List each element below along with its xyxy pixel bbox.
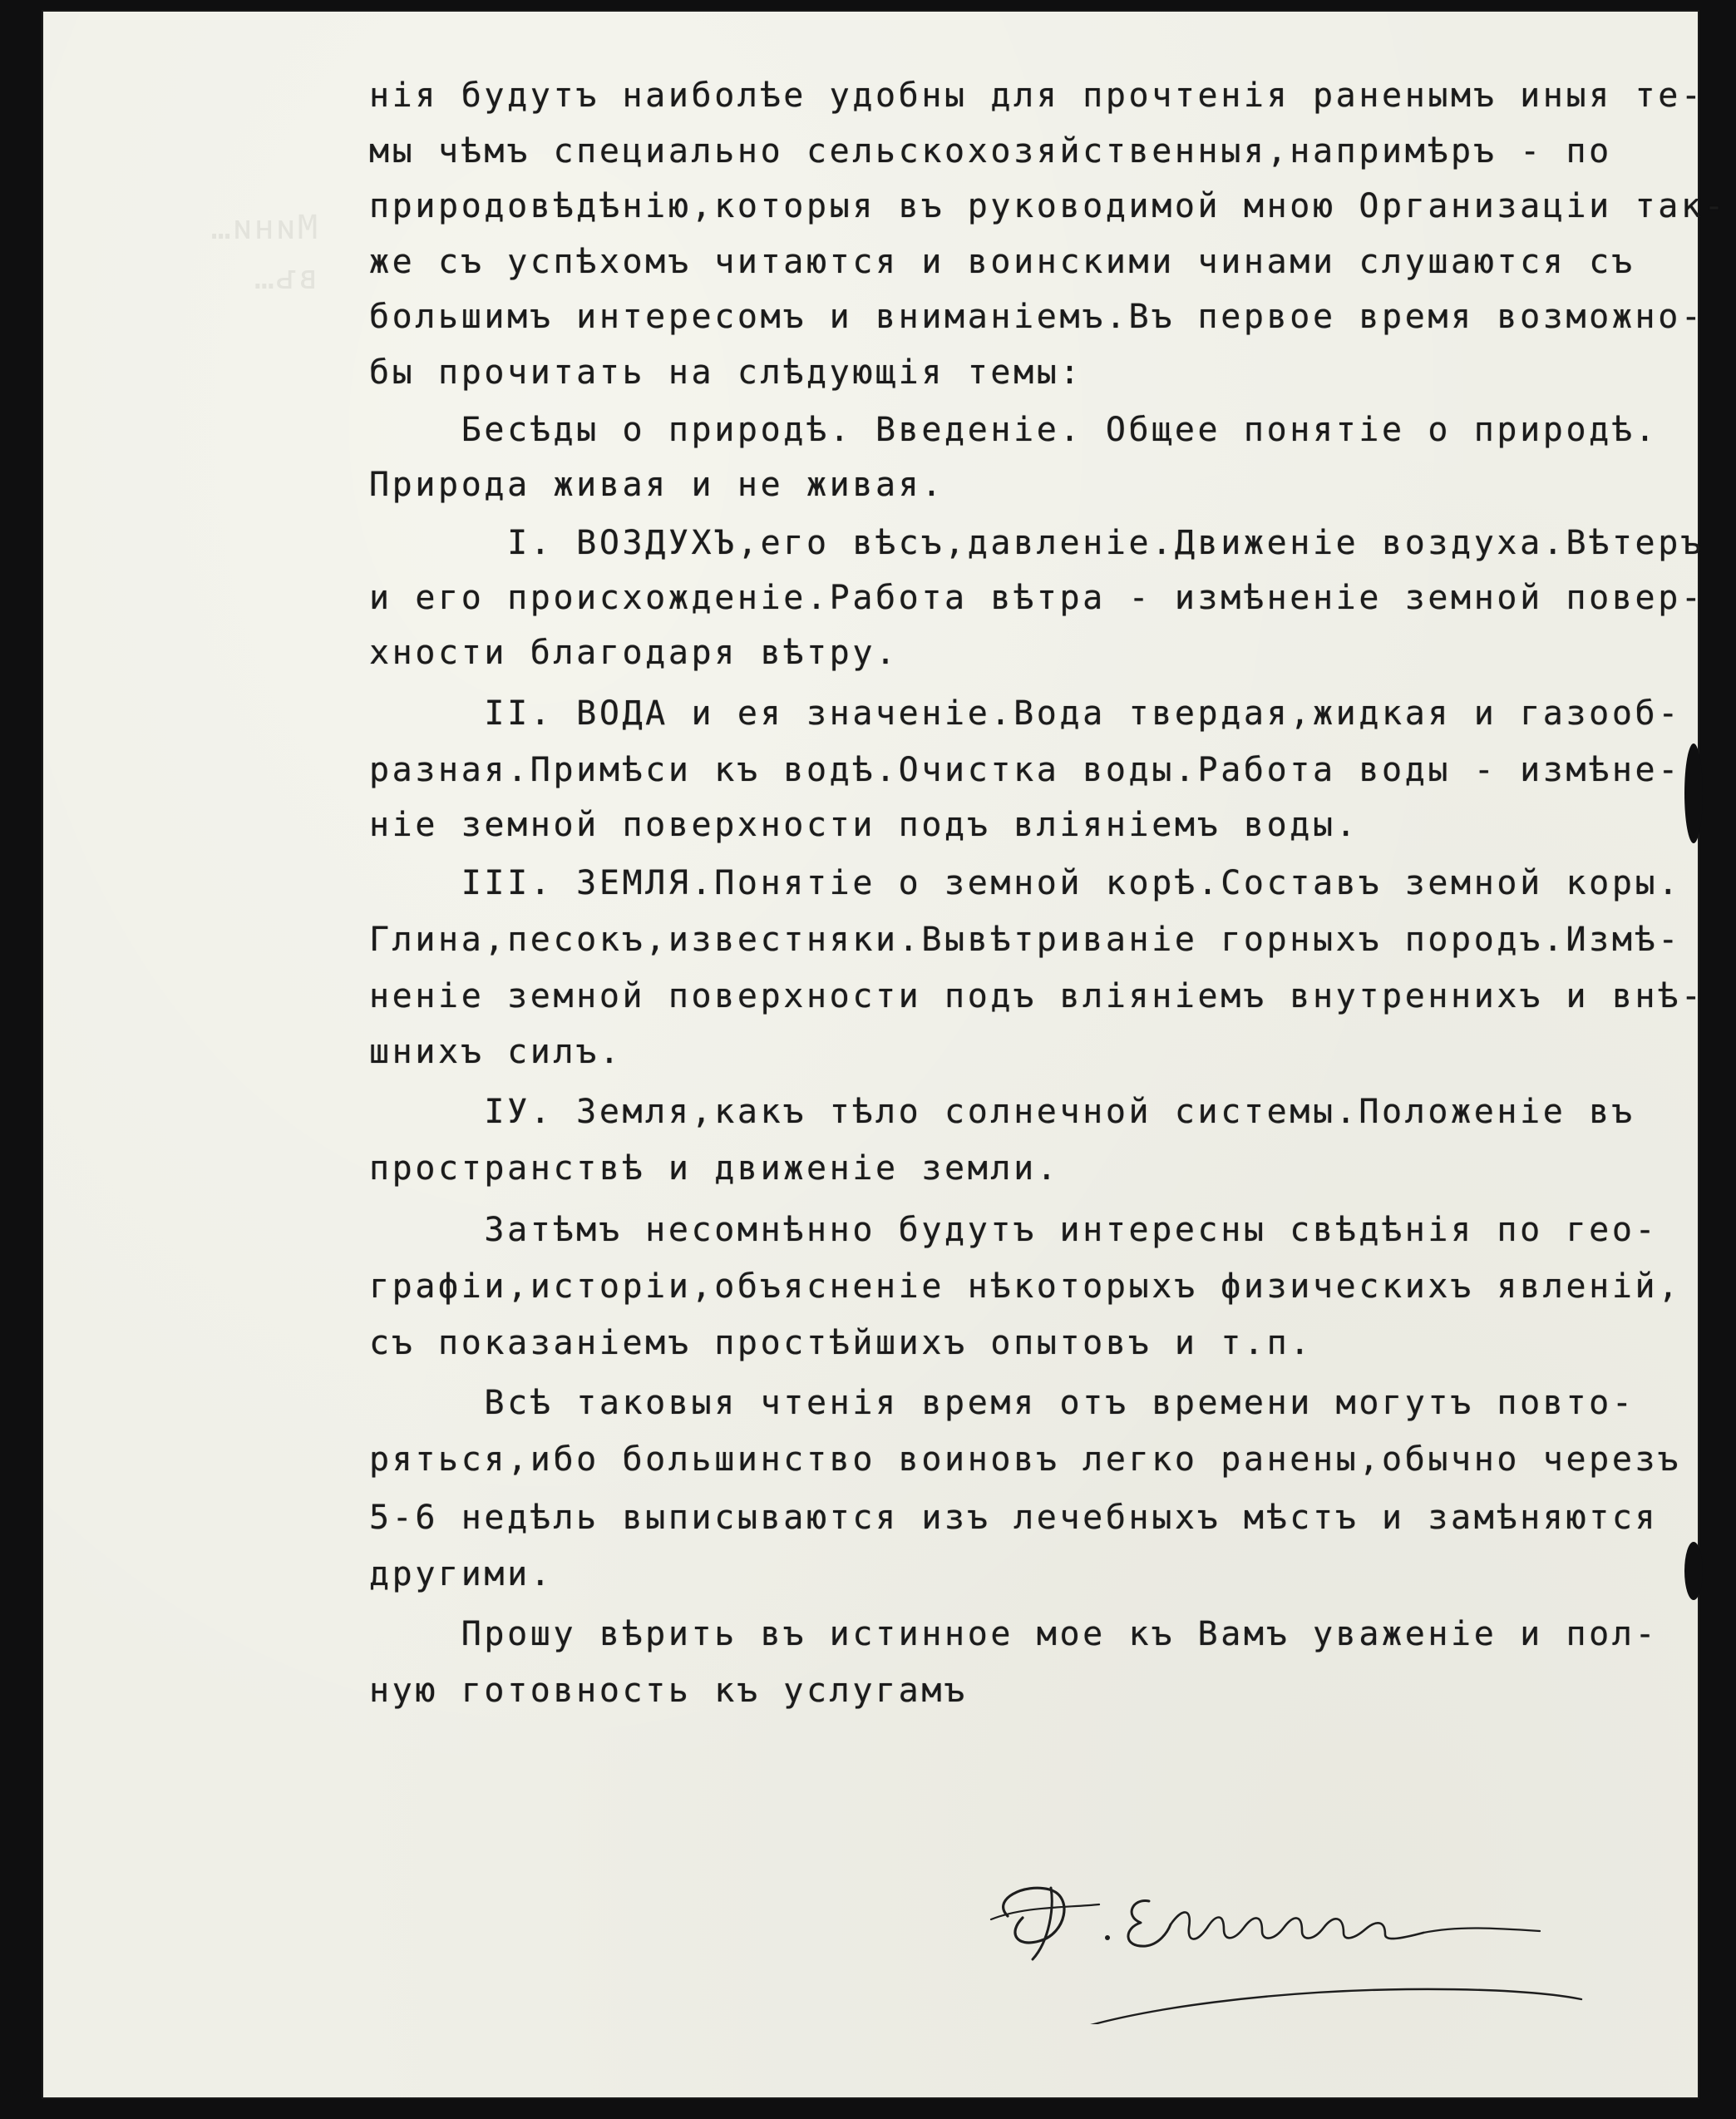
text-line: Природа живая и не живая. <box>369 466 945 504</box>
text-line: 5-6 недѣль выписываются изъ лечебныхъ мѣстъ и замѣняются <box>369 1499 1659 1537</box>
text-line: I. ВОЗДУХЪ,его вѣсъ,давленiе.Движенiе воздуха.Вѣтеръ <box>369 524 1704 562</box>
text-line: шнихъ силъ. <box>369 1033 623 1071</box>
text-line: пространствѣ и движенiе земли. <box>369 1149 1060 1188</box>
text-line: IУ. Земля,какъ тѣло солнечной системы.Положенiе въ <box>369 1093 1635 1131</box>
letter-body <box>369 77 1728 1710</box>
text-line: разная.Примѣси къ водѣ.Очистка воды.Работа воды - измѣне- <box>369 751 1681 789</box>
text-line: хности благодаря вѣтру. <box>369 634 899 672</box>
text-line: Глина,песокъ,известняки.Вывѣтриванiе горныхъ породъ.Измѣ- <box>369 921 1681 959</box>
text-line: бы прочитать на слѣдующiя темы: <box>369 353 1083 392</box>
text-line: Всѣ таковыя чтенiя время отъ времени могутъ повто- <box>369 1384 1635 1422</box>
text-line: большимъ интересомъ и вниманiемъ.Въ первое время возможно- <box>369 298 1704 336</box>
text-line: нiя будутъ наиболѣе удобны для прочтенiя раненымъ иныя те- <box>369 77 1704 115</box>
text-line: съ показанiемъ простѣйшихъ опытовъ и т.п. <box>369 1324 1313 1362</box>
text-line: природовѣдѣнiю,которыя въ руководимой мною Организацiи так- <box>369 187 1728 225</box>
text-line: и его происхожденiе.Работа вѣтра - измѣненiе земной повер- <box>369 579 1704 617</box>
handwritten-signature <box>974 1858 1590 2024</box>
ink-bleed-through: Мини… въ… <box>209 209 318 297</box>
text-line: III. ЗЕМЛЯ.Понятiе о земной корѣ.Составъ земной коры. <box>369 864 1681 902</box>
text-line: ную готовность къ услугамъ <box>369 1672 968 1710</box>
text-line: Бесѣды о природѣ. Введенiе. Общее понятiе о природѣ. <box>369 411 1659 449</box>
text-line: ряться,ибо большинство воиновъ легко ранены,обычно черезъ <box>369 1440 1681 1479</box>
text-line: графiи,исторiи,объясненiе нѣкоторыхъ физическихъ явленiй, <box>369 1267 1681 1306</box>
text-line: мы чѣмъ специально сельскохозяйственныя,напримѣръ - по <box>369 132 1612 170</box>
text-line: же съ успѣхомъ читаются и воинскими чинами слушаются съ <box>369 243 1635 281</box>
paper-edge-damage <box>1684 1542 1703 1600</box>
text-line: ненiе земной поверхности подъ влiянiемъ внутреннихъ и внѣ- <box>369 977 1704 1015</box>
document-page <box>43 12 1728 2097</box>
text-line: нiе земной поверхности подъ влiянiемъ воды. <box>369 806 1359 844</box>
text-line: Затѣмъ несомнѣнно будутъ интересны свѣдѣнiя по гео- <box>369 1211 1659 1249</box>
text-line: Прошу вѣрить въ истинное мое къ Вамъ уваженiе и пол- <box>369 1615 1659 1653</box>
text-line: II. ВОДА и ея значенiе.Вода твердая,жидкая и газооб- <box>369 694 1681 733</box>
text-line: другими. <box>369 1555 554 1593</box>
